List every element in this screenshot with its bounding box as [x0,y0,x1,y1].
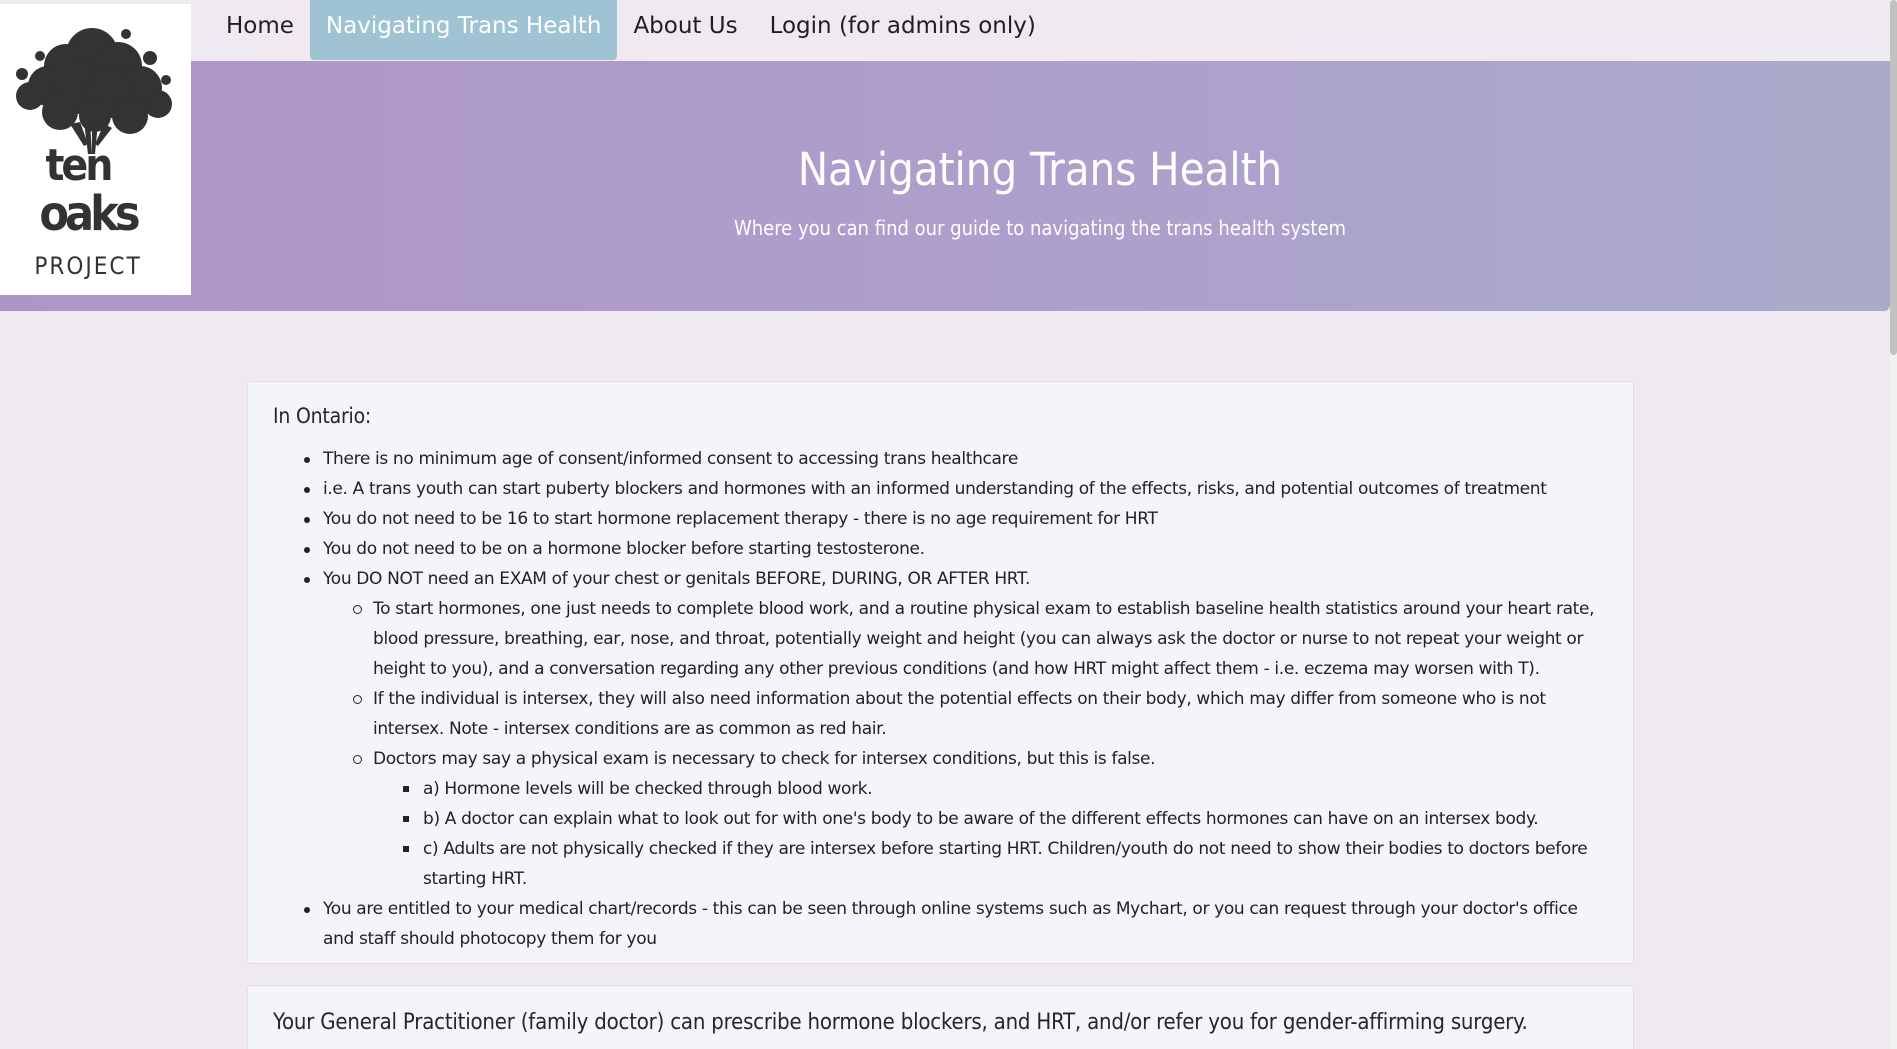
sub-list-item-text: If the individual is intersex, they will also need information about the potential effects on their body, which may differ from someone who is not intersex. Note - intersex conditions are as common as red hair. [373,689,1546,739]
scrollbar-thumb[interactable] [1890,0,1897,355]
sub-list-item [323,684,1608,744]
page-subtitle: Where you can find our guide to navigating the trans health system [733,216,1347,240]
sub-list-item [323,594,1608,684]
nav-login[interactable]: Login (for admins only) [769,12,1036,39]
page-scrollbar[interactable] [1890,0,1897,1049]
card-heading: In Ontario: [273,404,372,428]
sub-sub-list-item [373,804,1608,834]
general-practitioner-card [247,985,1634,1049]
list-item [273,564,1608,894]
page-title: Navigating Trans Health [797,143,1283,196]
nav-about-us[interactable]: About Us [633,12,738,39]
list-item [273,894,1608,954]
list-item-text: i.e. A trans youth can start puberty blockers and hormones with an informed understanding of the effects, risks, and potential outcomes of treatment [323,479,1547,499]
list-item [273,444,1608,474]
ontario-info-card [247,381,1634,964]
logo-line-ten: ten [45,140,111,191]
sub-sub-list-item [373,834,1608,894]
sub-sub-list-item-text: a) Hormone levels will be checked through blood work. [423,779,873,799]
ontario-list [273,444,1608,954]
main-nav [210,0,1052,60]
list-item-text: You do not need to be on a hormone blocker before starting testosterone. [323,539,925,559]
logo-line-project: PROJECT [34,252,142,280]
list-item [273,474,1608,504]
list-item-text: You do not need to be 16 to start hormone replacement therapy - there is no age requirement for HRT [323,509,1158,529]
page-banner [0,61,1890,311]
card-heading: Your General Practitioner (family doctor) can prescribe hormone blockers, and HRT, and/or refer you for gender-affirming surgery. [273,1010,1528,1035]
list-item [273,534,1608,564]
logo-line-oaks: oaks [39,186,137,242]
sub-sub-list-item [373,774,1608,804]
sub-list-item-text: To start hormones, one just needs to complete blood work, and a routine physical exam to establish baseline health statistics around your heart rate, blood pressure, breathing, ear, nose, and throat, potentially weight and height (you can always ask the doctor or nurse to not repeat your weight or height to you), and a conversation regarding any other previous conditions (and how HRT might affect them - i.e. eczema may worsen with T). [373,599,1595,679]
list-item [273,504,1608,534]
nav-home[interactable]: Home [226,12,294,39]
ten-oaks-project-logo[interactable] [0,4,191,295]
sub-list [323,594,1608,894]
sub-sub-list [373,774,1608,894]
sub-list-item-text: Doctors may say a physical exam is necessary to check for intersex conditions, but this is false. [373,744,1608,774]
tree-logo-icon [0,4,191,295]
list-item-text: You DO NOT need an EXAM of your chest or genitals BEFORE, DURING, OR AFTER HRT. [323,564,1608,594]
list-item-text: You are entitled to your medical chart/records - this can be seen through online systems such as Mychart, or you can request through your doctor's office and staff should photocopy them for you [323,899,1578,949]
sub-list-item [323,744,1608,894]
list-item-text: There is no minimum age of consent/informed consent to accessing trans healthcare [323,449,1018,469]
sub-sub-list-item-text: c) Adults are not physically checked if they are intersex before starting HRT. Children/youth do not need to show their bodies to doctors before starting HRT. [423,839,1588,889]
nav-navigating-trans-health[interactable]: Navigating Trans Health [310,0,618,60]
sub-sub-list-item-text: b) A doctor can explain what to look out for with one's body to be aware of the different effects hormones can have on an intersex body. [423,809,1539,829]
